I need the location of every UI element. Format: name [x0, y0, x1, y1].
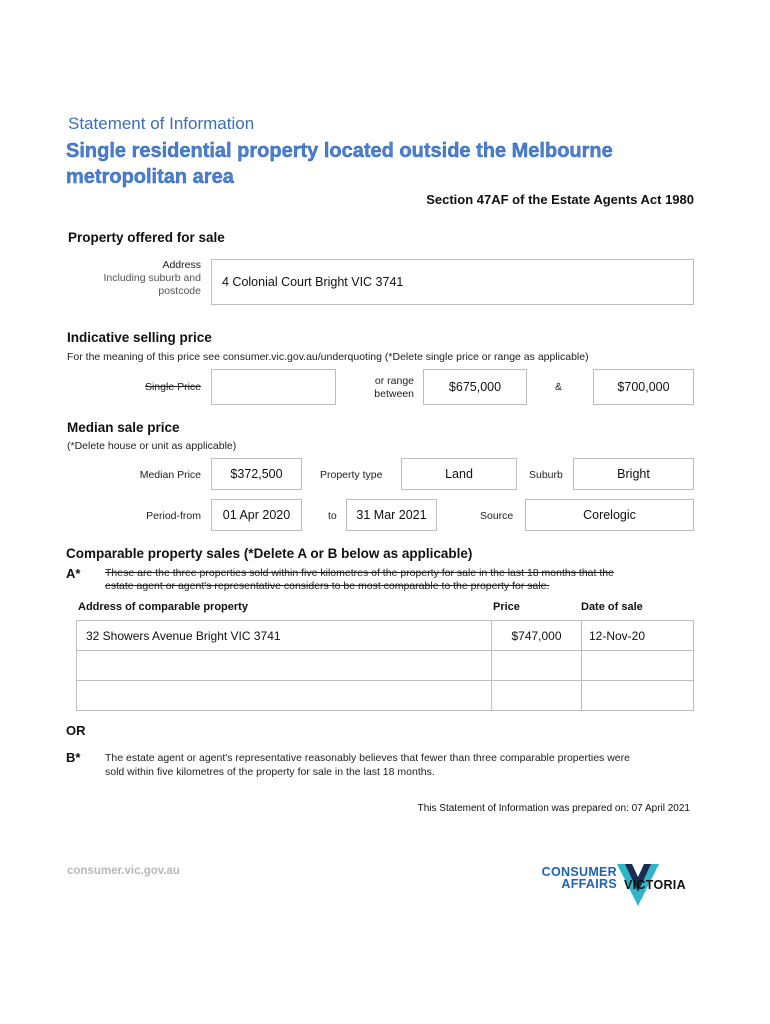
indicative-heading: Indicative selling price: [67, 330, 212, 345]
table-row: [77, 621, 694, 651]
source-label: Source: [480, 510, 514, 522]
period-to-label: to: [328, 510, 337, 522]
median-note: (*Delete house or unit as applicable): [67, 440, 237, 452]
option-b-marker: B*: [66, 750, 81, 765]
property-heading: Property offered for sale: [68, 230, 225, 245]
section-reference: Section 47AF of the Estate Agents Act 1980: [426, 192, 694, 207]
median-heading: Median sale price: [67, 420, 180, 435]
median-price-label: Median Price: [139, 469, 201, 481]
comparable-address-cell[interactable]: [77, 651, 492, 681]
option-a-text: [105, 567, 614, 593]
period-from-label: Period-from: [146, 510, 201, 522]
address-label: [80, 259, 201, 298]
period-to-field[interactable]: [346, 499, 437, 531]
option-b-text: [105, 751, 630, 779]
option-b-text-line2: sold within five kilometres of the property for sale in the last 18 months.: [105, 766, 435, 778]
comparable-heading: Comparable property sales (*Delete A or B below as applicable): [66, 546, 473, 561]
comparable-date-cell[interactable]: [582, 681, 694, 711]
table-row: [77, 651, 694, 681]
page-title-line2: metropolitan area: [66, 166, 234, 188]
range-label-line2: between: [374, 388, 414, 400]
col-price-header: Price: [493, 601, 520, 613]
address-label-line2: Including suburb and: [103, 272, 201, 284]
property-type-value: Land: [445, 467, 473, 481]
address-field[interactable]: [211, 259, 694, 305]
property-type-field[interactable]: [401, 458, 517, 490]
single-price-field[interactable]: [211, 369, 336, 405]
single-price-label: Single Price: [144, 381, 201, 393]
col-address-header: Address of comparable property: [78, 601, 248, 613]
comparable-price-cell[interactable]: $747,000: [492, 621, 582, 651]
consumer-affairs-logo: [531, 862, 701, 912]
suburb-value: Bright: [617, 467, 650, 481]
doc-type: Statement of Information: [68, 114, 255, 133]
comparable-price-cell[interactable]: [492, 681, 582, 711]
median-price-value: $372,500: [230, 467, 283, 481]
logo-text-affairs: AFFAIRS: [561, 877, 617, 891]
comparable-address-cell[interactable]: [77, 681, 492, 711]
page-title-line1: Single residential property located outside the Melbourne: [66, 140, 613, 162]
median-price-field[interactable]: [211, 458, 302, 490]
comparable-price-cell[interactable]: [492, 651, 582, 681]
period-from-value: 01 Apr 2020: [222, 508, 291, 522]
property-type-label: Property type: [320, 469, 383, 481]
period-from-field[interactable]: [211, 499, 302, 531]
or-label: OR: [66, 723, 86, 738]
comparable-address-cell[interactable]: 32 Showers Avenue Bright VIC 3741: [77, 621, 492, 651]
footer-website[interactable]: consumer.vic.gov.au: [67, 865, 180, 877]
option-a-text-line2: estate agent or agent's representative considers to be most comparable to the property for sale.: [105, 580, 550, 592]
table-row: [77, 681, 694, 711]
range-low-field[interactable]: [423, 369, 527, 405]
range-label-line1: or range: [374, 375, 414, 387]
comparable-date-cell[interactable]: 12-Nov-20: [582, 621, 694, 651]
suburb-field[interactable]: [573, 458, 694, 490]
option-a-text-line1: These are the three properties sold within five kilometres of the property for sale in the last 18 months that the: [105, 567, 614, 579]
logo-text-victoria: VICTORIA: [624, 878, 686, 892]
address-value: 4 Colonial Court Bright VIC 3741: [222, 275, 404, 289]
source-field[interactable]: [525, 499, 694, 531]
address-label-line3: postcode: [158, 285, 201, 297]
period-to-value: 31 Mar 2021: [356, 508, 427, 522]
prepared-date: This Statement of Information was prepared on: 07 April 2021: [417, 803, 690, 814]
suburb-label: Suburb: [529, 469, 563, 481]
comparable-table: [76, 620, 694, 711]
range-low-value: $675,000: [448, 380, 502, 394]
comparable-date-cell[interactable]: [582, 651, 694, 681]
range-high-value: $700,000: [617, 380, 670, 394]
option-a-marker: A*: [66, 566, 81, 581]
source-value: Corelogic: [583, 508, 636, 522]
range-label: [346, 375, 414, 401]
col-date-header: Date of sale: [581, 601, 643, 613]
range-ampersand: &: [555, 381, 563, 393]
range-high-field[interactable]: [593, 369, 694, 405]
indicative-note: For the meaning of this price see consumer.vic.gov.au/underquoting (*Delete single price or range as applicable): [67, 351, 589, 363]
address-label-line1: Address: [162, 259, 201, 271]
option-b-text-line1: The estate agent or agent's representative reasonably believes that fewer than three comparable properties were: [105, 752, 630, 764]
logo-text-consumer: CONSUMER: [541, 865, 617, 879]
